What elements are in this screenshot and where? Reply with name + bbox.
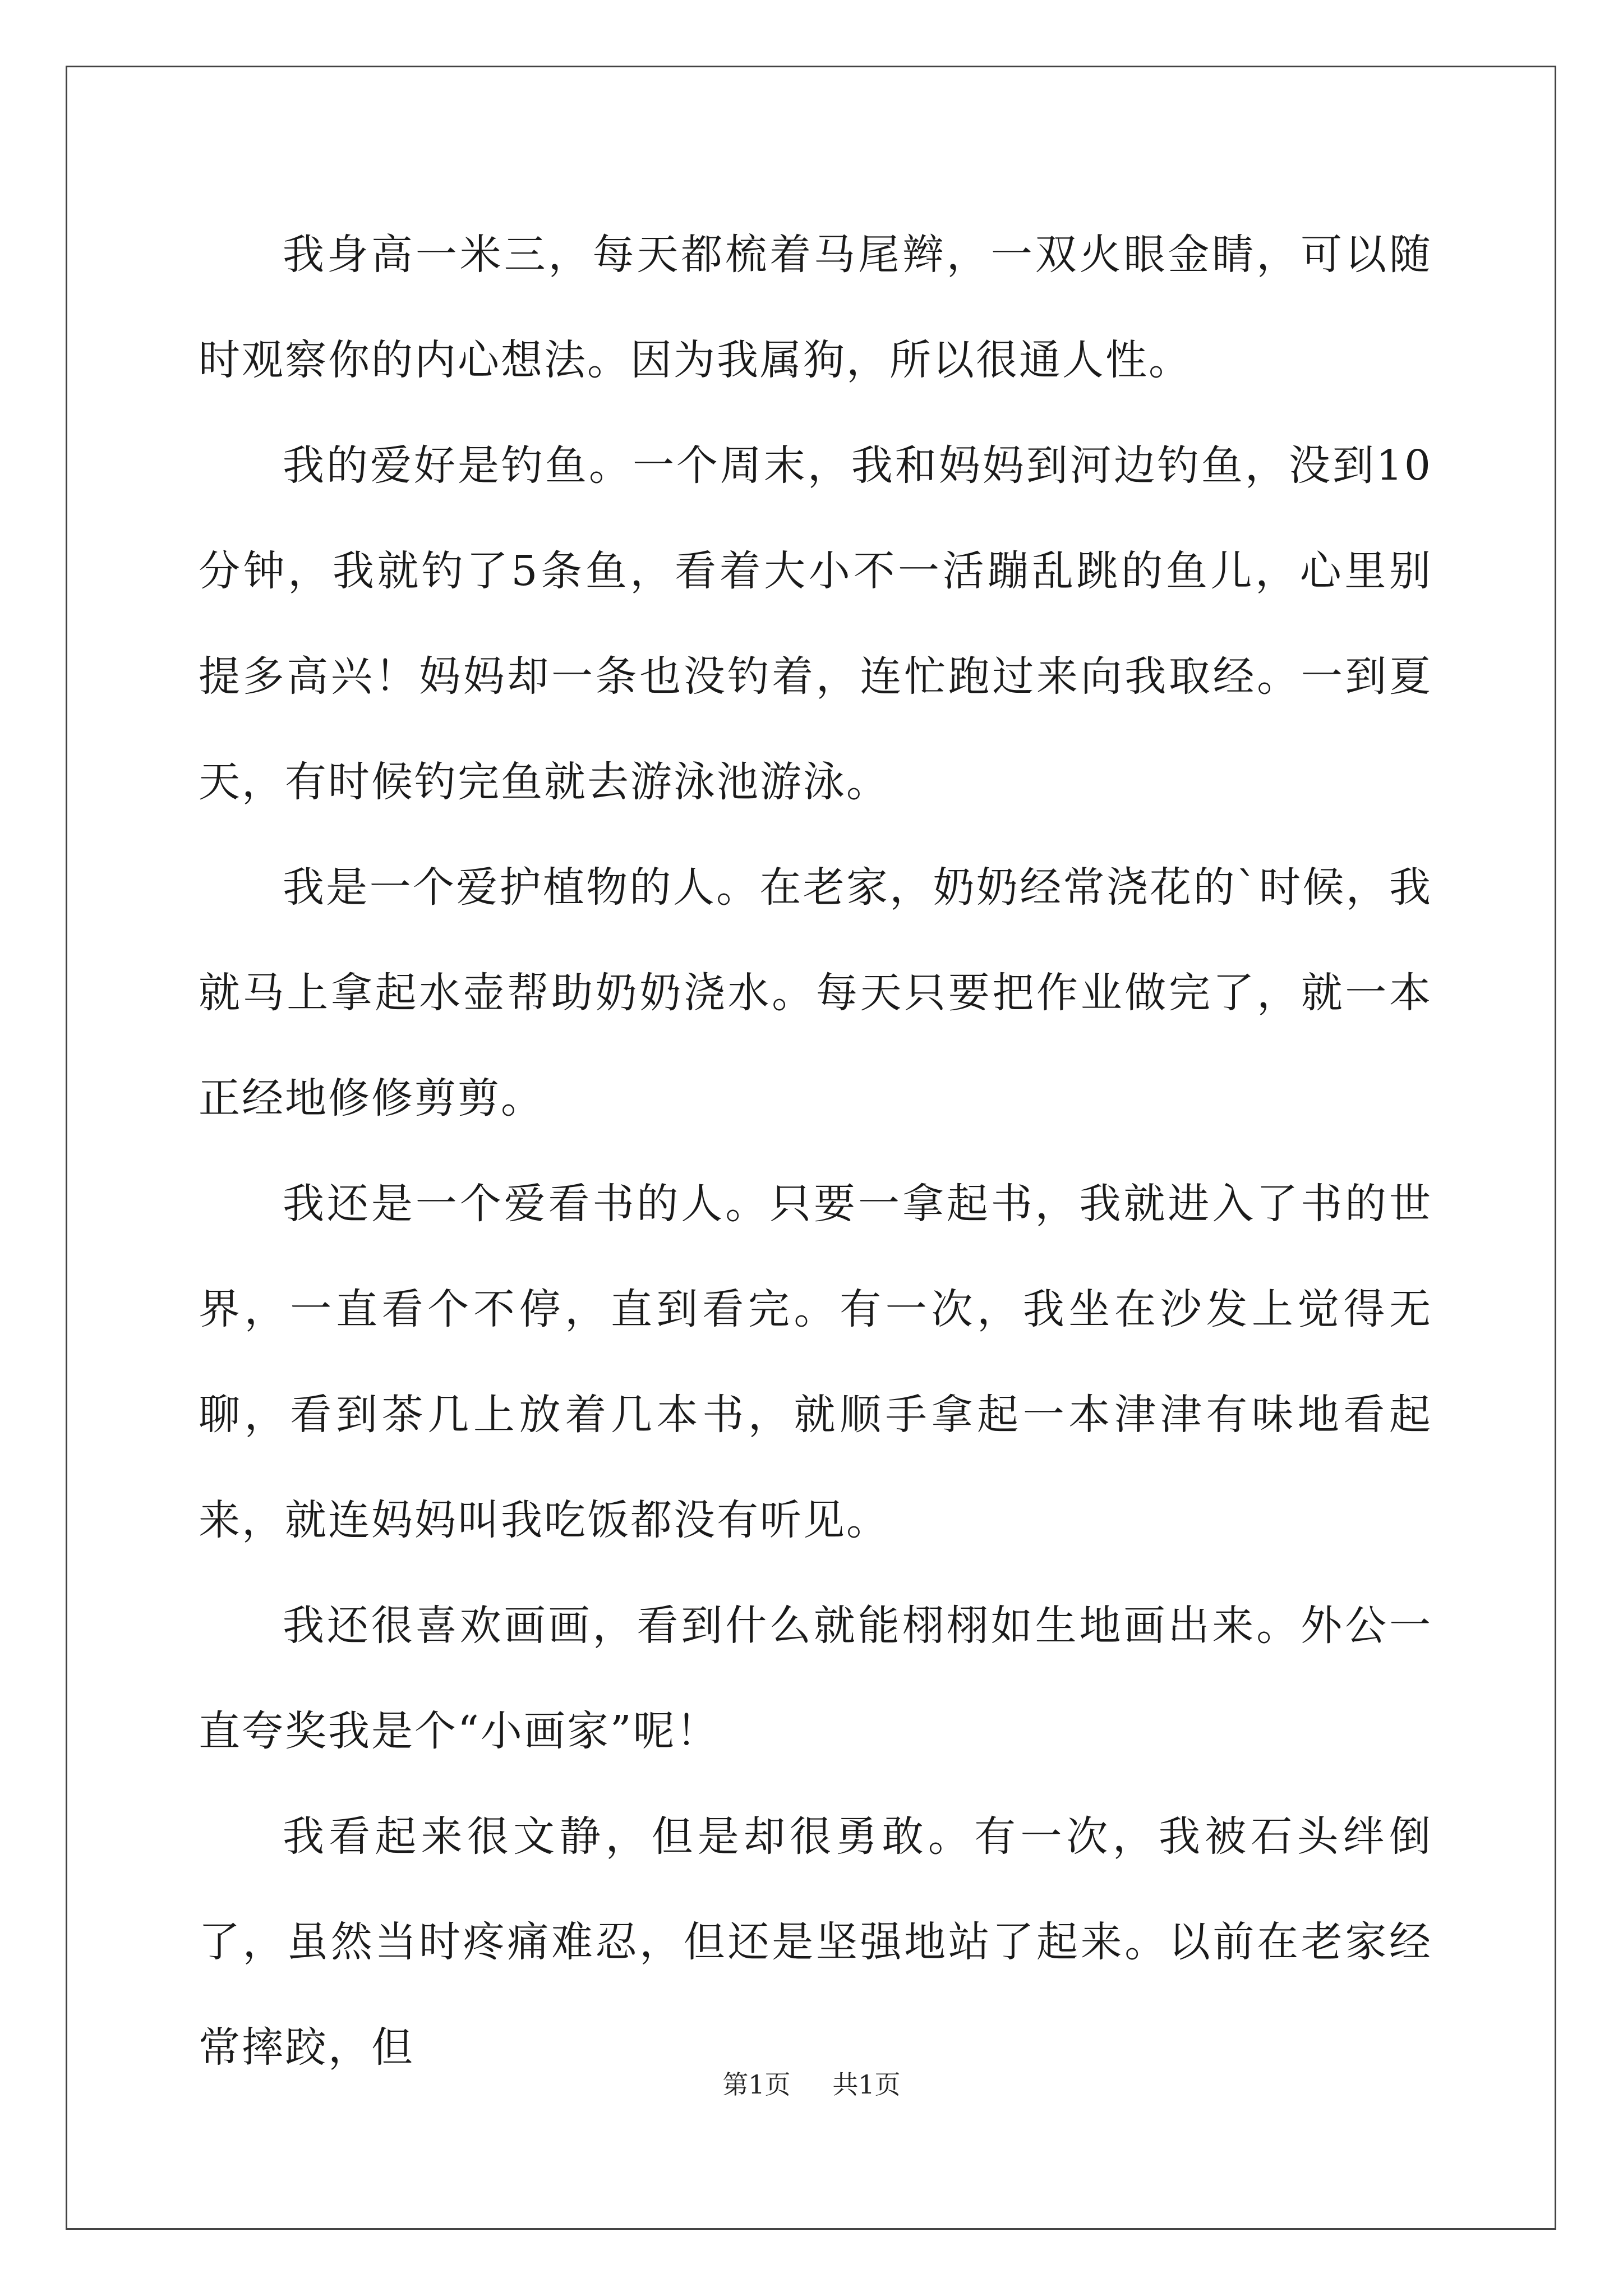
page-number-current: 第1页	[722, 2069, 791, 2100]
paragraph-2: 我的爱好是钓鱼。一个周末，我和妈妈到河边钓鱼，没到10分钟，我就钓了5条鱼，看着大小不一活蹦乱跳的鱼儿，心里别提多高兴！妈妈却一条也没钓着，连忙跑过来向我取经。一到夏天，有时候钓完鱼就去游泳池游泳。	[199, 441, 1432, 806]
document-body	[199, 202, 1432, 2100]
paragraph-3: 我是一个爱护植物的人。在老家，奶奶经常浇花的`时候，我就马上拿起水壶帮助奶奶浇水。每天只要把作业做完了，就一本正经地修修剪剪。	[199, 863, 1432, 1122]
paragraph-1: 我身高一米三，每天都梳着马尾辫，一双火眼金睛，可以随时观察你的内心想法。因为我属狗，所以很通人性。	[199, 231, 1432, 384]
paragraph-6: 我看起来很文静，但是却很勇敢。有一次，我被石头绊倒了，虽然当时疼痛难忍，但还是坚强地站了起来。以前在老家经常摔跤，但	[199, 1812, 1432, 2072]
paragraph-5: 我还很喜欢画画，看到什么就能栩栩如生地画出来。外公一直夸奖我是个“小画家”呢！	[199, 1602, 1432, 1755]
page-number-total: 共1页	[832, 2069, 901, 2100]
paragraph-4: 我还是一个爱看书的人。只要一拿起书，我就进入了书的世界，一直看个不停，直到看完。有一次，我坐在沙发上觉得无聊，看到茶几上放着几本书，就顺手拿起一本津津有味地看起来，就连妈妈叫我吃饭都没有听见。	[199, 1180, 1432, 1544]
page-footer	[0, 2064, 1623, 2101]
